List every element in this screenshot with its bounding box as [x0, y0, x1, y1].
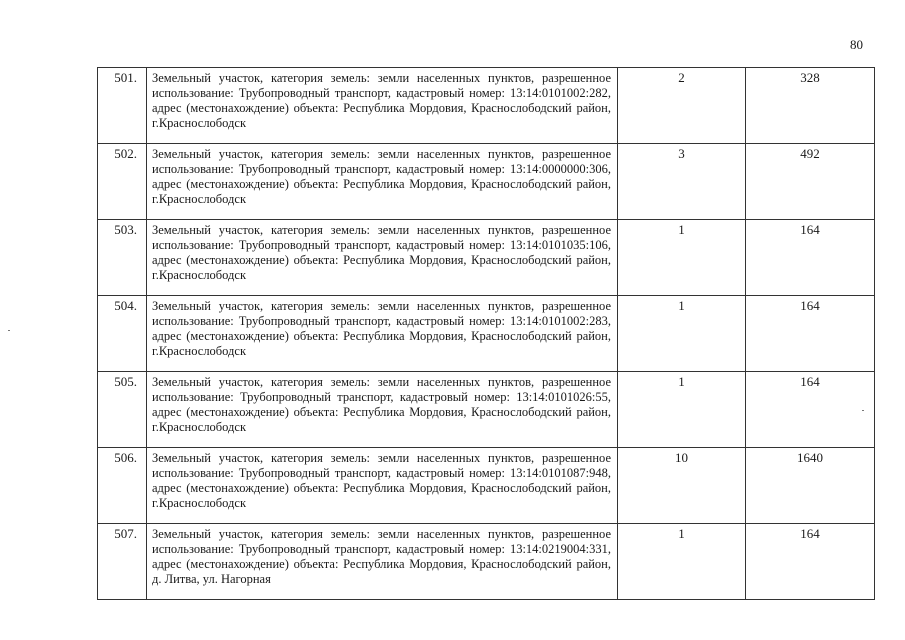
row-number: 507.	[98, 524, 147, 600]
plot-description: Земельный участок, категория земель: земли населенных пунктов, разрешенное использование: Трубопроводный транспорт, кадастровый номер: 13:14:0101002:283, адрес (местонахождение) объекта: Республика Мордовия, Краснослободский район, г.Краснослободск	[147, 296, 618, 372]
table-row	[98, 524, 875, 600]
table-row	[98, 68, 875, 144]
row-number: 505.	[98, 372, 147, 448]
quantity-cell: 1	[618, 296, 746, 372]
scan-speck	[862, 410, 864, 411]
quantity-cell: 1	[618, 372, 746, 448]
table-row	[98, 144, 875, 220]
area-cell: 492	[746, 144, 875, 220]
area-cell: 164	[746, 296, 875, 372]
area-cell: 164	[746, 372, 875, 448]
quantity-cell: 10	[618, 448, 746, 524]
table-row	[98, 372, 875, 448]
row-number: 506.	[98, 448, 147, 524]
plot-description: Земельный участок, категория земель: земли населенных пунктов, разрешенное использование: Трубопроводный транспорт, кадастровый номер: 13:14:0219004:331, адрес (местонахождение) объекта: Республика Мордовия, Краснослободский район, д. Литва, ул. Нагорная	[147, 524, 618, 600]
row-number: 502.	[98, 144, 147, 220]
quantity-cell: 1	[618, 220, 746, 296]
table-row	[98, 220, 875, 296]
page-number: 80	[850, 37, 863, 52]
plot-description: Земельный участок, категория земель: земли населенных пунктов, разрешенное использование: Трубопроводный транспорт, кадастровый номер: 13:14:0000000:306, адрес (местонахождение) объекта: Республика Мордовия, Краснослободский район, г.Краснослободск	[147, 144, 618, 220]
area-cell: 164	[746, 524, 875, 600]
quantity-cell: 1	[618, 524, 746, 600]
area-cell: 164	[746, 220, 875, 296]
plot-description: Земельный участок, категория земель: земли населенных пунктов, разрешенное использование: Трубопроводный транспорт, кадастровый номер: 13:14:0101026:55, адрес (местонахождение) объекта: Республика Мордовия, Краснослободский район, г.Краснослободск	[147, 372, 618, 448]
row-number: 504.	[98, 296, 147, 372]
table-row	[98, 448, 875, 524]
plot-description: Земельный участок, категория земель: земли населенных пунктов, разрешенное использование: Трубопроводный транспорт, кадастровый номер: 13:14:0101087:948, адрес (местонахождение) объекта: Республика Мордовия, Краснослободский район, г.Краснослободск	[147, 448, 618, 524]
quantity-cell: 2	[618, 68, 746, 144]
table-row	[98, 296, 875, 372]
quantity-cell: 3	[618, 144, 746, 220]
land-plot-table	[97, 67, 875, 600]
area-cell: 1640	[746, 448, 875, 524]
row-number: 503.	[98, 220, 147, 296]
plot-description: Земельный участок, категория земель: земли населенных пунктов, разрешенное использование: Трубопроводный транспорт, кадастровый номер: 13:14:0101035:106, адрес (местонахождение) объекта: Республика Мордовия, Краснослободский район, г.Краснослободск	[147, 220, 618, 296]
scan-speck	[8, 330, 10, 331]
plot-description: Земельный участок, категория земель: земли населенных пунктов, разрешенное использование: Трубопроводный транспорт, кадастровый номер: 13:14:0101002:282, адрес (местонахождение) объекта: Республика Мордовия, Краснослободский район, г.Краснослободск	[147, 68, 618, 144]
row-number: 501.	[98, 68, 147, 144]
area-cell: 328	[746, 68, 875, 144]
